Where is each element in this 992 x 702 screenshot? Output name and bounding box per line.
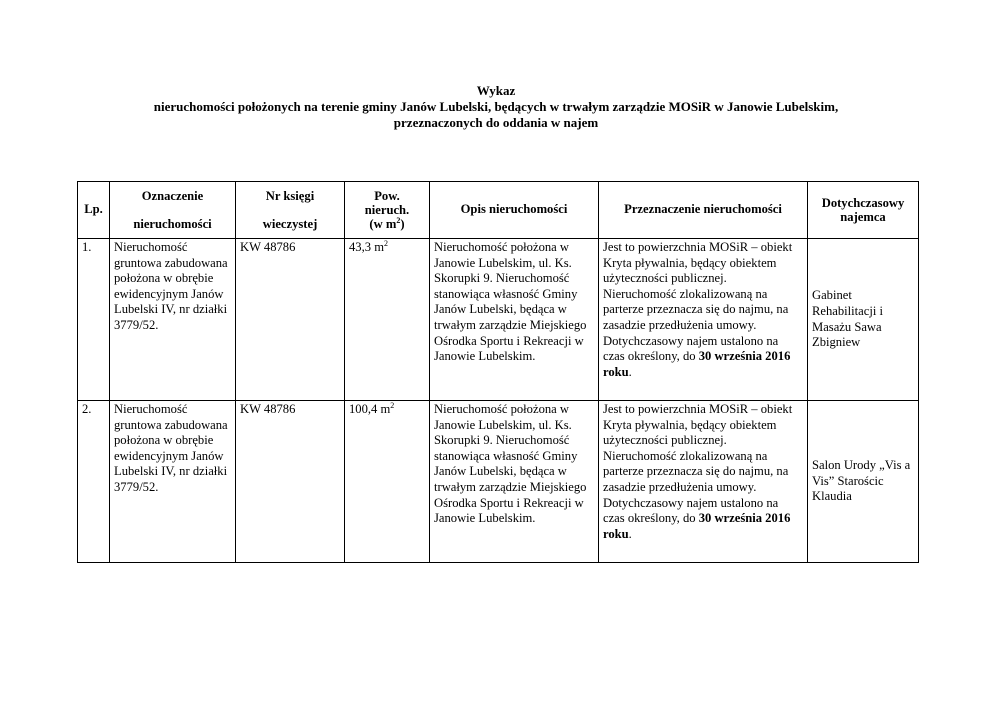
cell-oznaczenie: Nieruchomość gruntowa zabudowana położona w obrębie ewidencyjnym Janów Lubelski IV, nr działki 3779/52. — [110, 401, 236, 563]
heading-subtitle-line-1: nieruchomości położonych na terenie gminy Janów Lubelski, będących w trwałym zarządzie MOSiR w Janowie Lubelskim, — [153, 99, 839, 114]
cell-przeznaczenie: Jest to powierzchnia MOSiR – obiekt Kryta pływalnia, będący obiektem użyteczności publicznej. Nieruchomość zlokalizowaną na parterze przeznacza się do najmu, na zasadzie przedłużenia umowy. Dotychczasowy najem ustalono na czas określony, do 30 września 2016 roku. — [599, 239, 808, 401]
header-nr-ksiegi: Nr księgi wieczystej — [236, 182, 345, 239]
cell-opis: Nieruchomość położona w Janowie Lubelskim, ul. Ks. Skorupki 9. Nieruchomość stanowiąca własność Gminy Janów Lubelski, będąca w trwałym zarządzie Miejskiego Ośrodka Sportu i Rekreacji w Janowie Lubelskim. — [430, 239, 599, 401]
cell-lp: 2. — [78, 401, 110, 563]
cell-lp: 1. — [78, 239, 110, 401]
heading-subtitle-line-2: przeznaczonych do oddania w najem — [393, 115, 599, 130]
property-table — [77, 181, 919, 563]
cell-opis: Nieruchomość położona w Janowie Lubelskim, ul. Ks. Skorupki 9. Nieruchomość stanowiąca własność Gminy Janów Lubelski, będąca w trwałym zarządzie Miejskiego Ośrodka Sportu i Rekreacji w Janowie Lubelskim. — [430, 401, 599, 563]
header-przeznaczenie: Przeznaczenie nieruchomości — [599, 182, 808, 239]
heading-title: Wykaz — [476, 83, 516, 98]
cell-najemca: Salon Urody „Vis a Vis” Starościc Klaudia — [808, 401, 919, 563]
header-lp: Lp. — [78, 182, 110, 239]
cell-powierzchnia: 100,4 $m^2$ — [345, 401, 430, 563]
header-opis: Opis nieruchomości — [430, 182, 599, 239]
cell-oznaczenie: Nieruchomość gruntowa zabudowana położona w obrębie ewidencyjnym Janów Lubelski IV, nr działki 3779/52. — [110, 239, 236, 401]
header-powierzchnia: Pow. nieruch. (w $m^2$) — [345, 182, 430, 239]
table-row — [78, 401, 919, 563]
header-najemca: Dotychczasowy najemca — [808, 182, 919, 239]
cell-nr-ksiegi: KW 48786 — [236, 401, 345, 563]
cell-przeznaczenie: Jest to powierzchnia MOSiR – obiekt Kryta pływalnia, będący obiektem użyteczności publicznej. Nieruchomość zlokalizowaną na parterze przeznacza się do najmu, na zasadzie przedłużenia umowy. Dotychczasowy najem ustalono na czas określony, do 30 września 2016 roku. — [599, 401, 808, 563]
document-heading — [0, 83, 992, 131]
table-row — [78, 239, 919, 401]
header-oznaczenie: Oznaczenie nieruchomości — [110, 182, 236, 239]
cell-najemca: Gabinet Rehabilitacji i Masażu Sawa Zbigniew — [808, 239, 919, 401]
cell-powierzchnia: 43,3 $m^2$ — [345, 239, 430, 401]
cell-nr-ksiegi: KW 48786 — [236, 239, 345, 401]
table-header-row — [78, 182, 919, 239]
